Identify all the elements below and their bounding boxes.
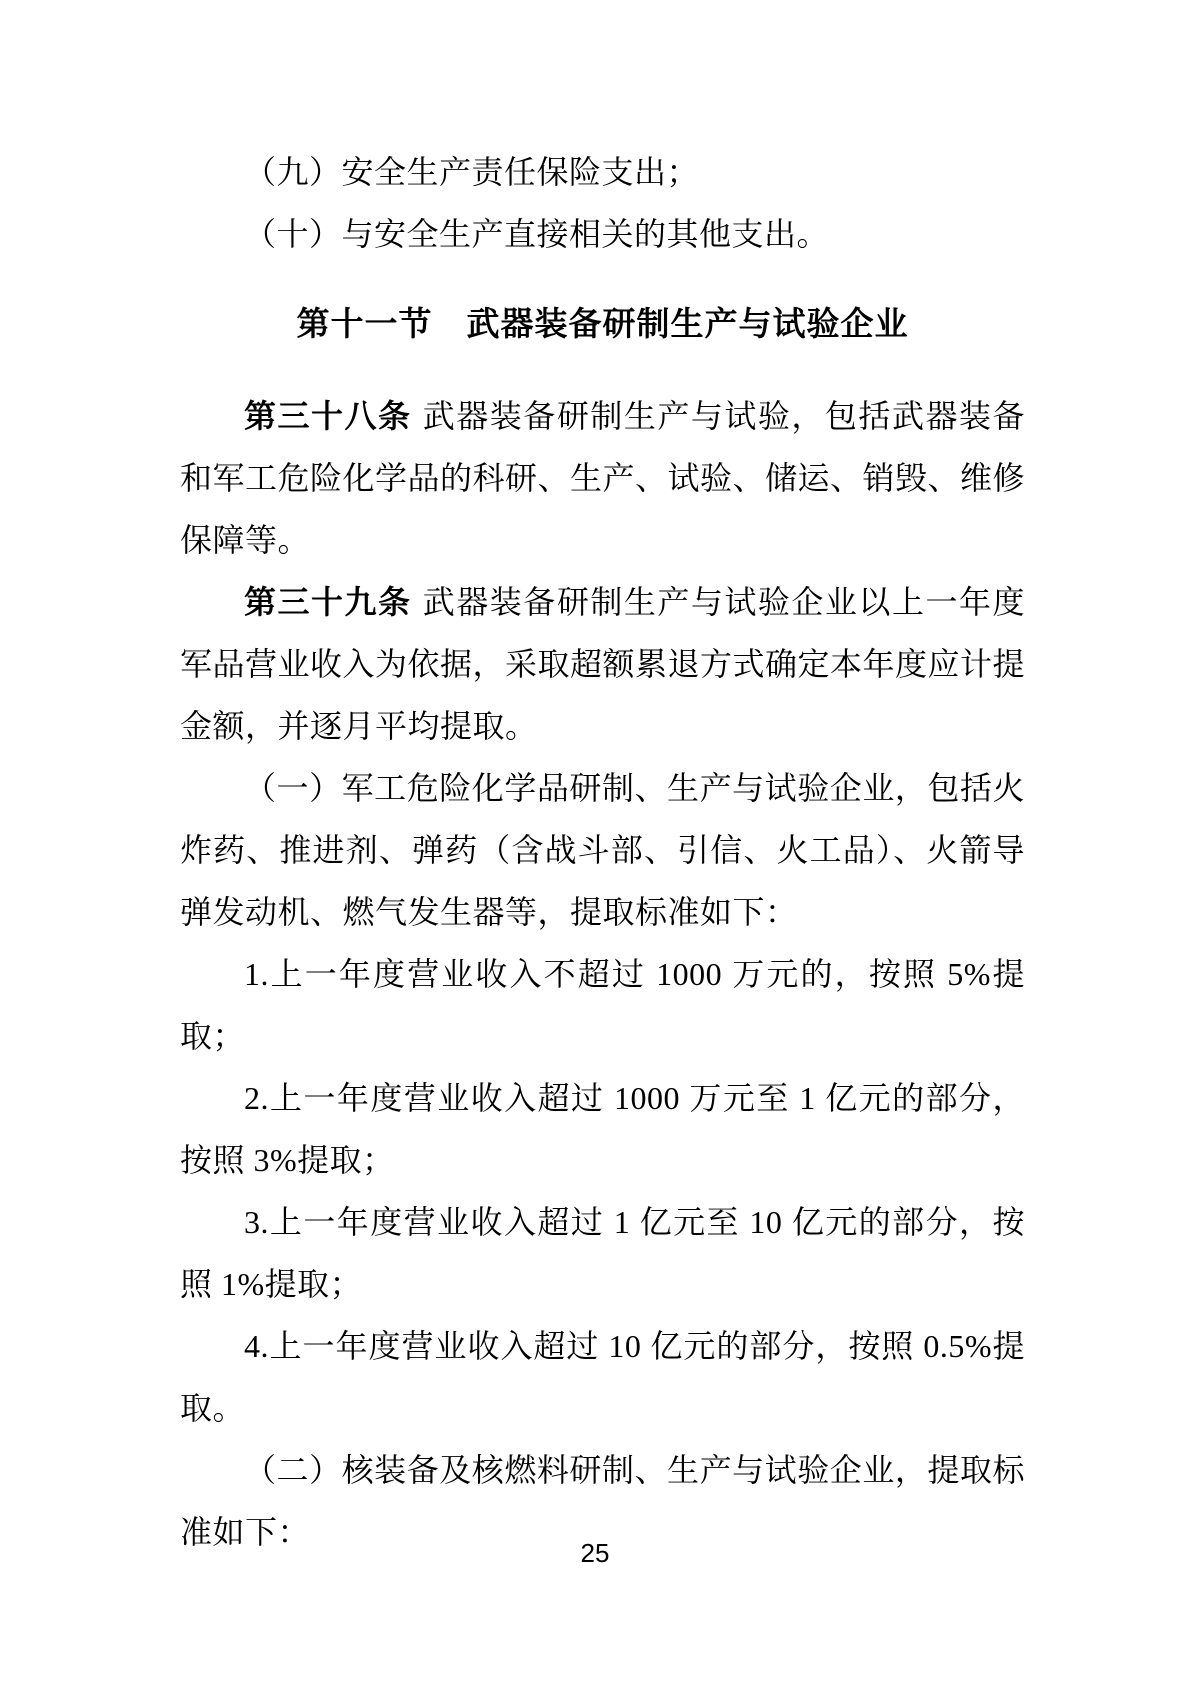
clause-item-9: （九）安全生产责任保险支出； bbox=[244, 154, 700, 190]
article-38-paragraph bbox=[180, 385, 1025, 571]
article-38-number: 第三十八条 bbox=[244, 398, 412, 434]
article-39-number: 第三十九条 bbox=[244, 584, 412, 620]
article-39-text: 武器装备研制生产与试验企业以上一年度军品营业收入为依据，采取超额累退方式确定本年度应计提金额，并逐月平均提取。 bbox=[180, 584, 1026, 744]
article-39-paragraph bbox=[180, 571, 1025, 757]
clause-item-10: （十）与安全生产直接相关的其他支出。 bbox=[244, 216, 830, 252]
rate-item-1: 1.上一年度营业收入不超过 1000 万元的，按照 5%提取； bbox=[180, 956, 1025, 1054]
clause-one-paragraph: （一）军工危险化学品研制、生产与试验企业，包括火炸药、推进剂、弹药（含战斗部、引信、火工品）、火箭导弹发动机、燃气发生器等，提取标准如下： bbox=[180, 770, 1025, 930]
rate-item-2: 2.上一年度营业收入超过 1000 万元至 1 亿元的部分，按照 3%提取； bbox=[180, 1080, 1025, 1178]
page-number: 25 bbox=[580, 1538, 610, 1568]
section-heading: 第十一节 武器装备研制生产与试验企业 bbox=[296, 307, 909, 343]
document-body bbox=[180, 141, 1025, 1563]
clause-two-paragraph: （二）核装备及核燃料研制、生产与试验企业，提取标准如下： bbox=[180, 1452, 1025, 1550]
rate-item-3: 3.上一年度营业收入超过 1 亿元至 10 亿元的部分，按照 1%提取； bbox=[180, 1204, 1025, 1302]
rate-item-4: 4.上一年度营业收入超过 10 亿元的部分，按照 0.5%提取。 bbox=[180, 1328, 1025, 1426]
article-38-text: 武器装备研制生产与试验，包括武器装备和军工危险化学品的科研、生产、试验、储运、销毁、维修保障等。 bbox=[180, 398, 1026, 558]
